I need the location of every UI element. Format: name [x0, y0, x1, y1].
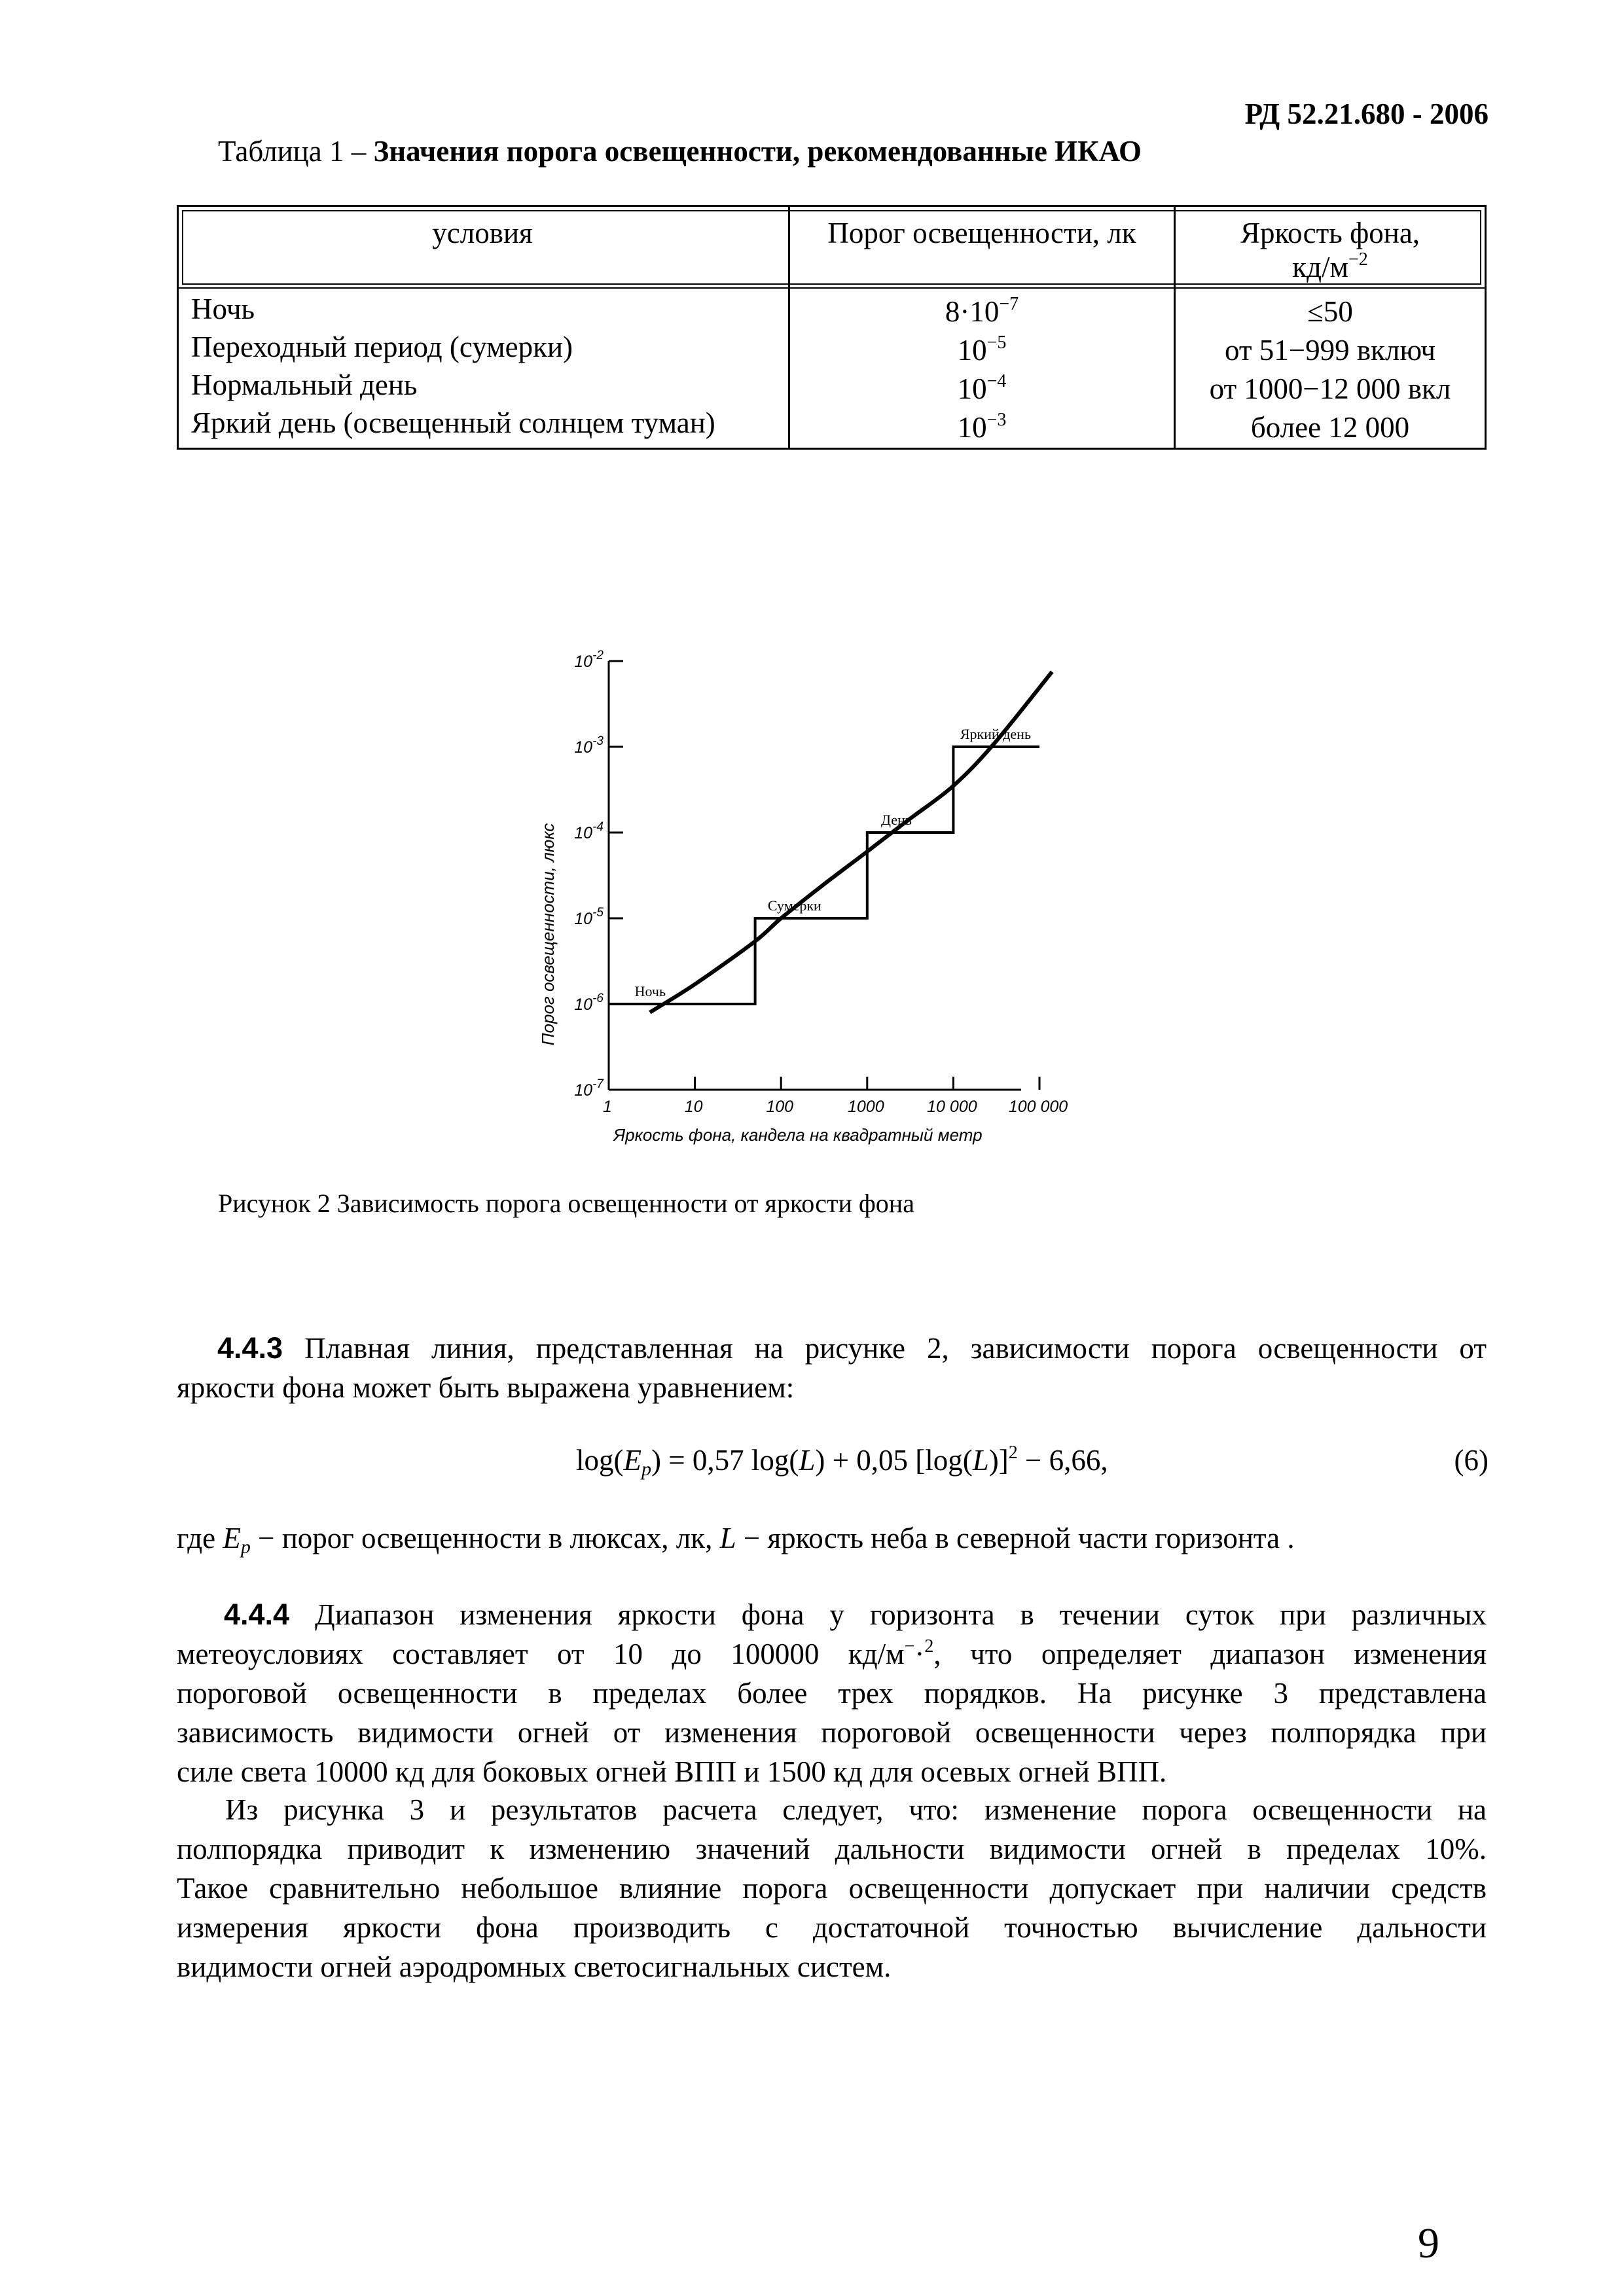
document-code: РД 52.21.680 - 2006: [1244, 98, 1489, 130]
x-tick-label: 1000: [847, 1098, 884, 1116]
section-443-number: 4.4.3: [217, 1331, 283, 1365]
smooth-curve-series: [650, 672, 1052, 1012]
y-tick-label: $10^{-4}$: [574, 820, 604, 842]
table-title-prefix: Таблица 1 –: [218, 135, 374, 168]
equation-number: (6): [1454, 1444, 1489, 1477]
figure-caption: Рисунок 2 Зависимость порога освещенности от яркости фона: [218, 1189, 914, 1218]
row-night-brightness: ≤50: [1307, 295, 1353, 328]
header-threshold: Порог освещенности, лк: [827, 217, 1136, 249]
row-day-threshold: $10^{-4}$: [957, 371, 1007, 405]
row-night-threshold: $8\cdot 10^{-7}$: [945, 294, 1019, 328]
row-twilight-brightness: от 51−999 включ: [1224, 334, 1436, 367]
table-title-bold: Значения порога освещенности, рекомендованные ИКАО: [373, 135, 1142, 168]
page-number: 9: [1418, 2219, 1439, 2267]
x-axis-label: Яркость фона, кандела на квадратный метр: [613, 1125, 983, 1145]
table-title: [218, 134, 1142, 168]
step-label: Сумерки: [767, 897, 821, 914]
x-tick-label: 10 000: [927, 1098, 977, 1116]
row-night-condition: Ночь: [191, 293, 255, 325]
final-paragraph-line2: полпорядка приводит к изменению значений дальности видимости огней в пределах 10%.: [177, 1833, 1487, 1865]
step-label: Ночь: [634, 983, 666, 999]
final-paragraph-line4: измерения яркости фона производить с достаточной точностью вычисление дальности: [177, 1911, 1487, 1944]
table-border-top: [177, 205, 1487, 207]
table-header-divider: [177, 287, 1487, 289]
section-444-line5: силе света 10000 кд для боковых огней ВПП и 1500 кд для осевых огней ВПП.: [177, 1755, 1167, 1788]
header-brightness-line2: $кд/м^{-2}$: [1292, 249, 1368, 283]
row-twilight-condition: Переходный период (сумерки): [191, 331, 573, 363]
icao-step-series: [609, 747, 1039, 1004]
table-border-top-inner: [182, 210, 1481, 211]
y-tick-label: $10^{-2}$: [574, 649, 604, 671]
y-tick-label: $10^{-6}$: [574, 992, 604, 1014]
table-border-bottom: [177, 448, 1487, 450]
y-axis-label: Порог освещенности, люкс: [538, 823, 558, 1046]
final-paragraph-line5: видимости огней аэродромных светосигнальных систем.: [177, 1950, 892, 1983]
section-444-line4: зависимость видимости огней от изменения пороговой освещенности через полпорядка при: [177, 1716, 1487, 1749]
step-label: Яркий день: [960, 726, 1032, 742]
equation-6: $\log(E_p) = 0,57$ log(L) + 0,05 $[\log(L)]^2 - 6,66$,: [576, 1443, 1108, 1480]
row-twilight-threshold: $10^{-5}$: [957, 332, 1007, 367]
threshold-table: [177, 205, 1487, 450]
table-border-right: [1485, 205, 1487, 450]
row-day-condition: Нормальный день: [191, 368, 418, 401]
section-444-line3: пороговой освещенности в пределах более трех порядков. На рисунке 3 представлена: [177, 1677, 1487, 1710]
row-bright-day-condition: Яркий день (освещенный солнцем туман): [191, 406, 715, 439]
x-tick-label: 100: [766, 1098, 794, 1116]
section-443-where: где $E_p$ − порог освещенности в люксах, лк, L − яркость неба в северной части горизонта .: [177, 1522, 1295, 1558]
step-label: День: [881, 812, 912, 828]
x-tick-label: 10: [684, 1098, 703, 1116]
y-tick-label: $10^{-7}$: [574, 1077, 604, 1100]
row-bright-day-brightness: более 12 000: [1250, 411, 1410, 444]
header-conditions: условия: [432, 217, 533, 249]
x-tick-label: 1: [603, 1098, 612, 1116]
y-tick-label: $10^{-3}$: [574, 734, 604, 757]
section-444-number: 4.4.4: [224, 1598, 290, 1631]
section-444-line2: метеоусловиях составляет от 10 до 100000 кд/м−·$^2$, что определяет диапазон изменения: [177, 1636, 1487, 1670]
row-day-brightness: от 1000−12 000 вкл: [1209, 372, 1451, 405]
section-443-line1: 4.4.3 Плавная линия, представленная на рисунке 2, зависимости порога освещенности от: [217, 1331, 1487, 1365]
threshold-vs-brightness-chart: [511, 641, 1119, 1152]
x-tick-label: 100 000: [1008, 1098, 1068, 1116]
row-bright-day-threshold: $10^{-3}$: [957, 410, 1007, 444]
section-444-line1: 4.4.4 Диапазон изменения яркости фона у горизонта в течении суток при различных: [224, 1598, 1487, 1631]
final-paragraph-line1: Из рисунка 3 и результатов расчета следует, что: изменение порога освещенности на: [225, 1793, 1487, 1826]
y-tick-label: $10^{-5}$: [574, 906, 604, 928]
section-443-line2: яркости фона может быть выражена уравнением:: [177, 1371, 795, 1404]
final-paragraph-line3: Такое сравнительно небольшое влияние порога освещенности допускает при наличии средств: [177, 1872, 1487, 1905]
header-brightness-line1: Яркость фона,: [1240, 217, 1420, 249]
